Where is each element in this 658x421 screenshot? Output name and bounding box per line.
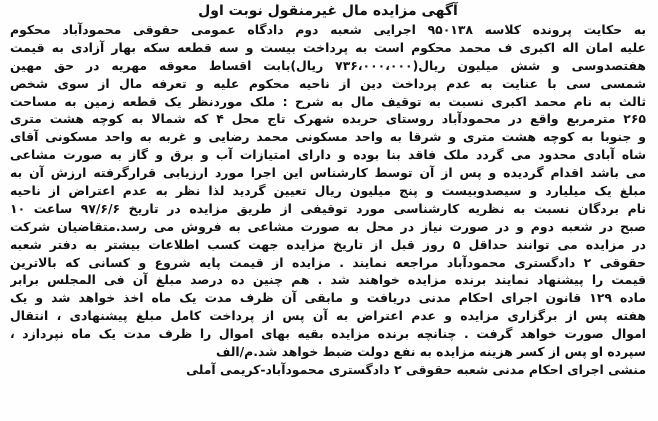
notice-line: حقوقی ۲ دادگستری محمودآباد مراجعه نمایند . مزایده از قیمت پایه شروع و کسانی که بالاترین	[10, 254, 646, 270]
notice-line: می باشد اقدام گردیده و پس از آن توسط کارشناس این اجرا مورد ارزیابی قرارگرفته ارزش آن به	[10, 165, 646, 181]
notice-line: ثالث به نام محمد اکبری نسبت به توقیف مال به شرح : ملک موردنظر یک قطعه زمین به مساحت	[10, 93, 646, 109]
notice-line: ماده ۱۲۹ قانون اجرای احکام مدنی دریافت و مابقی آن ظرف مدت یک ماه اخذ خواهد شد و یک	[10, 290, 646, 306]
notice-line: شاه آبادی محدود می گردد ملک فاقد بنا بوده و دارای امتیازات آب و برق و گاز به صورت مشاعی	[10, 147, 646, 163]
notice-signature: منشی اجرای احکام مدنی شعبه حقوقی ۲ دادگستری محمودآباد-کریمی آملی	[186, 361, 646, 377]
notice-body	[10, 21, 646, 361]
notice-line: نام بردگان نسبت به نظریه کارشناسی مورد توقیفی از طریق مزایده در تاریخ ۹۷/۶/۶ ساعت ۱۰	[10, 200, 646, 216]
notice-line: و جنوبا به کوچه هشت متری و شرقا به واحد مسکونی محمد رضایی و غربه به واحد مسکونی آقای	[10, 129, 646, 145]
notice-line: هفته پس از برگزاری مزایده و عدم اعتراض به آن پس از پرداخت کامل مبلغ پیشنهادی ، انتقال	[10, 308, 646, 324]
notice-line: شمسی سی با عنایت به عدم پرداخت دین از ناحیه محکوم علیه و تعرفه مال از سوی شخص	[10, 75, 646, 91]
notice-line: در مزایده می توانند حداقل ۵ روز قبل از تاریخ مزایده جهت کسب اطلاعات بیشتر به دفتر شعبه	[10, 236, 646, 252]
notice-line: ۲۶۵ مترمربع واقع در محمودآباد روستای حربده شهرک تاج محل ۴ که شمالا به کوچه هشت متری	[10, 111, 646, 127]
notice-line: به حکایت پرونده کلاسه ۹۵۰۱۳۸ اجرایی شعبه دوم دادگاه عمومی حقوقی محمودآباد محکوم	[10, 22, 646, 37]
notice-line: هفتصدوسی و شش میلیون ریال(۷۳۶،۰۰۰،۰۰۰ ریال)بابت اقساط معوقه مهریه در حق مهین	[10, 57, 646, 73]
notice-line: قیمت را پیشنهاد نمایند برنده مزایده خواهند شد . هم چنین ده درصد مبلغ آن فی المجلس برابر	[10, 272, 646, 288]
notice-line: اموال صورت خواهد گرفت . چنانچه برنده مزایده بقیه بهای اموال را ظرف مدت یک ماه نپردازد ،	[10, 326, 646, 342]
notice-line: مبلغ یک میلیارد و سیصدوبیست و پنج میلیون ریال تعیین گردید لذا نظر به عدم اعتراض از ناحیه	[10, 183, 646, 199]
notice-line: صبح در شعبه دوم و در صورت نیاز در محل به صورت مشاعی به فروش می رسد.متقاضیان شرکت	[10, 218, 646, 234]
notice-line: علیه امان اله اکبری ف محمد محکوم است به پرداخت بیست و سه قطعه سکه بهار آزادی به قیمت	[10, 39, 646, 55]
notice-line: سپرده او پس از کسر هزینه مزایده به نفع دولت ضبط خواهد شد.م/الف	[215, 344, 646, 360]
notice-title: آگهی مزایده مال غیرمنقول نوبت اول	[198, 3, 458, 19]
